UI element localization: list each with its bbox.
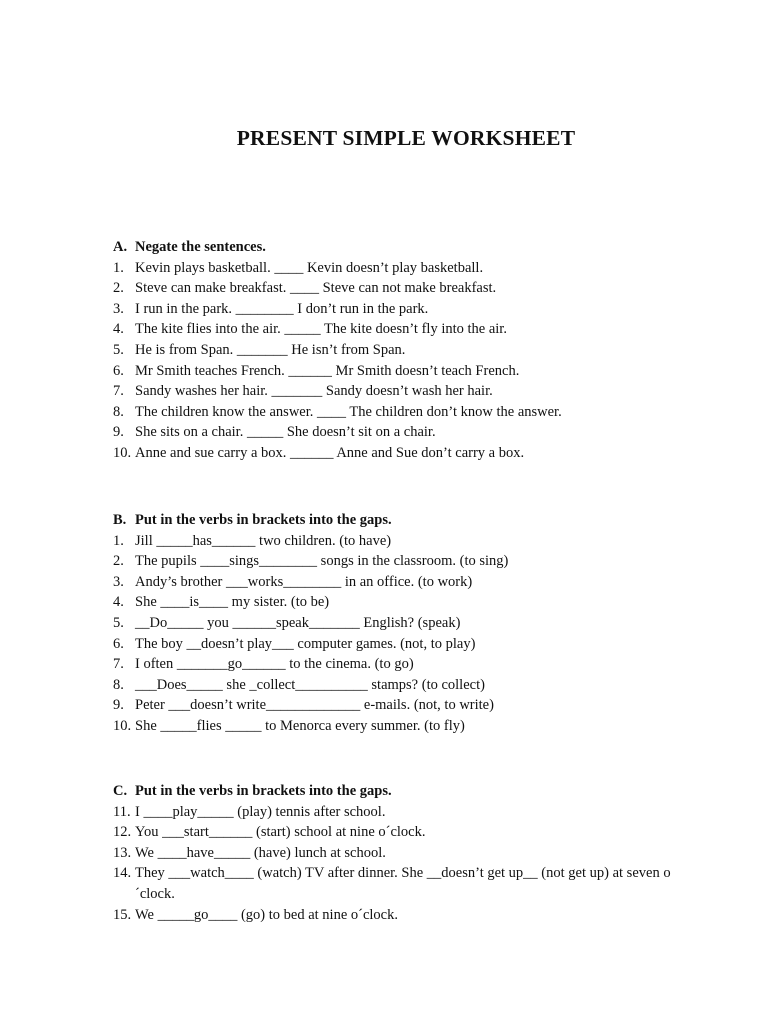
item-text: I often _______go______ to the cinema. (to go) bbox=[135, 656, 414, 673]
item-number: 2. bbox=[113, 553, 124, 570]
list-item bbox=[113, 822, 673, 843]
item-text: They ___watch____ (watch) TV after dinner. She __doesn’t get up__ (not get up) at seven o´clock. bbox=[135, 865, 671, 902]
item-number: 8. bbox=[113, 676, 124, 693]
item-text: ___Does_____ she _collect__________ stamps? (to collect) bbox=[135, 676, 485, 693]
item-number: 4. bbox=[113, 321, 124, 338]
item-text: The children know the answer. ____ The children don’t know the answer. bbox=[135, 403, 562, 420]
item-number: 9. bbox=[113, 697, 124, 714]
item-text: __Do_____ you ______speak_______ English? (speak) bbox=[135, 614, 461, 631]
item-text: Steve can make breakfast. ____ Steve can not make breakfast. bbox=[135, 280, 497, 297]
list-item bbox=[113, 258, 673, 279]
list-item bbox=[113, 531, 673, 552]
section-b-letter: B. bbox=[113, 512, 127, 528]
list-item bbox=[113, 654, 673, 675]
list-item bbox=[113, 716, 673, 737]
item-text: You ___start______ (start) school at nine o´clock. bbox=[135, 824, 426, 841]
section-a-heading bbox=[113, 237, 673, 258]
item-text: She sits on a chair. _____ She doesn’t sit on a chair. bbox=[135, 424, 436, 441]
item-text: Mr Smith teaches French. ______ Mr Smith doesn’t teach French. bbox=[135, 362, 520, 379]
item-text: He is from Span. _______ He isn’t from Span. bbox=[135, 341, 406, 358]
list-item bbox=[113, 361, 673, 382]
list-item bbox=[113, 572, 673, 593]
item-number: 3. bbox=[113, 300, 124, 317]
item-text: I ____play_____ (play) tennis after school. bbox=[135, 803, 386, 820]
list-item bbox=[113, 422, 673, 443]
item-text: Anne and sue carry a box. ______ Anne and Sue don’t carry a box. bbox=[135, 444, 525, 461]
section-a-title: Negate the sentences. bbox=[135, 239, 266, 255]
list-item bbox=[113, 381, 673, 402]
item-number: 11. bbox=[113, 803, 131, 820]
list-item bbox=[113, 319, 673, 340]
item-text: The kite flies into the air. _____ The kite doesn’t fly into the air. bbox=[135, 321, 507, 338]
item-number: 8. bbox=[113, 403, 124, 420]
item-text: Kevin plays basketball. ____ Kevin doesn’t play basketball. bbox=[135, 259, 484, 276]
list-item bbox=[113, 613, 673, 634]
item-number: 2. bbox=[113, 280, 124, 297]
item-number: 7. bbox=[113, 383, 124, 400]
item-text: The pupils ____sings________ songs in the classroom. (to sing) bbox=[135, 553, 509, 570]
item-number: 5. bbox=[113, 341, 124, 358]
list-item bbox=[113, 551, 673, 572]
list-item bbox=[113, 340, 673, 361]
item-text: Jill _____has______ two children. (to have) bbox=[135, 532, 392, 549]
list-item bbox=[113, 592, 673, 613]
list-item bbox=[113, 802, 673, 823]
item-number: 1. bbox=[113, 532, 124, 549]
item-number: 4. bbox=[113, 594, 124, 611]
item-text: I run in the park. ________ I don’t run in the park. bbox=[135, 300, 429, 317]
section-c-letter: C. bbox=[113, 783, 128, 799]
section-c-title: Put in the verbs in brackets into the gaps. bbox=[135, 783, 392, 799]
list-item bbox=[113, 863, 673, 904]
list-item bbox=[113, 843, 673, 864]
item-number: 14. bbox=[113, 865, 132, 882]
section-a bbox=[113, 237, 673, 464]
section-b-heading bbox=[113, 510, 673, 531]
item-number: 12. bbox=[113, 824, 132, 841]
item-text: She ____is____ my sister. (to be) bbox=[135, 594, 330, 611]
item-text: The boy __doesn’t play___ computer games. (not, to play) bbox=[135, 635, 476, 652]
item-number: 6. bbox=[113, 362, 124, 379]
list-item bbox=[113, 634, 673, 655]
list-item bbox=[113, 402, 673, 423]
item-text: Peter ___doesn’t write_____________ e-mails. (not, to write) bbox=[135, 697, 494, 714]
item-text: She _____flies _____ to Menorca every summer. (to fly) bbox=[135, 717, 465, 734]
list-item bbox=[113, 695, 673, 716]
item-text: We ____have_____ (have) lunch at school. bbox=[135, 844, 386, 861]
item-number: 7. bbox=[113, 656, 124, 673]
section-c bbox=[113, 781, 673, 925]
item-number: 10. bbox=[113, 444, 132, 461]
section-b bbox=[113, 510, 673, 737]
item-number: 3. bbox=[113, 573, 124, 590]
section-a-letter: A. bbox=[113, 239, 128, 255]
item-text: Sandy washes her hair. _______ Sandy doesn’t wash her hair. bbox=[135, 383, 493, 400]
page-title: PRESENT SIMPLE WORKSHEET bbox=[236, 126, 576, 150]
item-number: 5. bbox=[113, 614, 124, 631]
section-b-title: Put in the verbs in brackets into the gaps. bbox=[135, 512, 392, 528]
list-item bbox=[113, 443, 673, 464]
item-text: We _____go____ (go) to bed at nine o´clock. bbox=[135, 906, 398, 923]
item-number: 1. bbox=[113, 259, 124, 276]
item-text: Andy’s brother ___works________ in an office. (to work) bbox=[135, 573, 473, 590]
list-item bbox=[113, 299, 673, 320]
item-number: 15. bbox=[113, 906, 132, 923]
item-number: 13. bbox=[113, 844, 132, 861]
item-number: 6. bbox=[113, 635, 124, 652]
item-number: 9. bbox=[113, 424, 124, 441]
list-item bbox=[113, 278, 673, 299]
list-item bbox=[113, 905, 673, 926]
section-c-heading bbox=[113, 781, 673, 802]
item-number: 10. bbox=[113, 717, 132, 734]
list-item bbox=[113, 675, 673, 696]
